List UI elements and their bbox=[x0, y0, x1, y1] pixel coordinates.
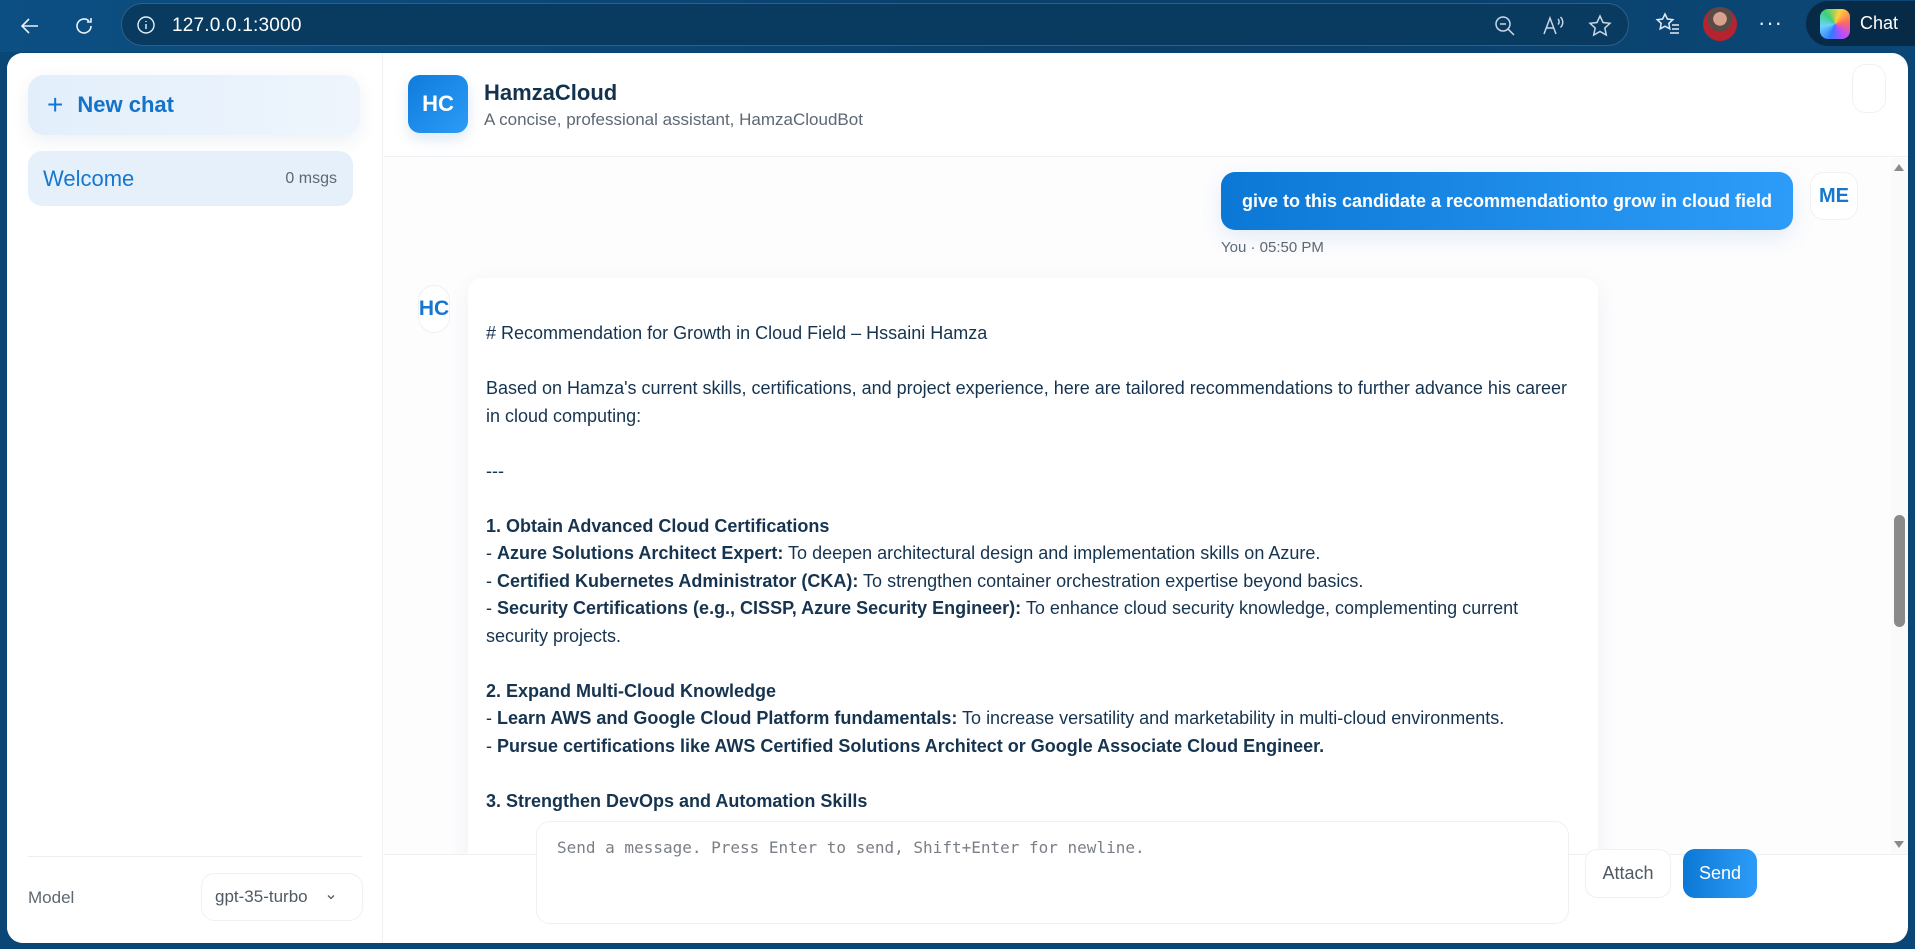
user-avatar: ME bbox=[1810, 172, 1858, 220]
back-button[interactable] bbox=[12, 8, 48, 44]
zoom-out-icon[interactable] bbox=[1492, 13, 1518, 39]
response-heading: # Recommendation for Growth in Cloud Field – Hssaini Hamza bbox=[486, 323, 988, 343]
model-select-value: gpt-35-turbo bbox=[215, 887, 308, 906]
section-2-item-2: - Pursue certifications like AWS Certified Solutions Architect or Google Associate Cloud Engineer. bbox=[486, 735, 1325, 756]
chat-title: Welcome bbox=[43, 165, 135, 191]
copilot-chat-button[interactable] bbox=[1806, 1, 1915, 46]
section-1-item-3: - Security Certifications (e.g., CISSP, Azure Security Engineer): To enhance cloud security knowledge, complementing current security projects. bbox=[486, 598, 1519, 646]
refresh-icon bbox=[72, 14, 96, 38]
profile-avatar[interactable] bbox=[1703, 7, 1737, 41]
refresh-button[interactable] bbox=[66, 8, 102, 44]
bot-name: HamzaCloud bbox=[484, 80, 618, 105]
bot-message-card bbox=[468, 278, 1598, 854]
model-label: Model bbox=[28, 888, 75, 907]
section-1-item-1: - Azure Solutions Architect Expert: To deepen architectural design and implementation skills on Azure. bbox=[486, 543, 1321, 563]
site-info-icon[interactable] bbox=[136, 15, 156, 35]
section-2-title: 2. Expand Multi-Cloud Knowledge bbox=[486, 680, 776, 701]
model-select[interactable] bbox=[201, 873, 363, 921]
browser-toolbar bbox=[0, 0, 1915, 52]
sidebar-divider bbox=[28, 856, 362, 857]
response-intro: Based on Hamza's current skills, certifications, and project experience, here are tailored recommendations to further advance his career in cloud computing: bbox=[486, 378, 1567, 426]
bot-description: A concise, professional assistant, HamzaCloudBot bbox=[484, 110, 863, 129]
read-aloud-icon[interactable] bbox=[1540, 13, 1566, 39]
chat-header bbox=[384, 53, 1908, 157]
favorites-list-icon bbox=[1655, 11, 1681, 37]
send-button[interactable]: Send bbox=[1683, 849, 1757, 898]
scroll-up-arrow-icon[interactable] bbox=[1894, 164, 1904, 171]
message-input-box[interactable] bbox=[536, 821, 1569, 924]
message-scrollbar[interactable] bbox=[1891, 158, 1908, 854]
bot-avatar: HC bbox=[408, 75, 468, 133]
message-input[interactable] bbox=[537, 822, 1568, 923]
bot-message-avatar: HC bbox=[418, 285, 450, 333]
chat-app bbox=[7, 53, 1908, 943]
section-3-title: 3. Strengthen DevOps and Automation Skills bbox=[486, 790, 868, 811]
plus-icon: + bbox=[47, 89, 64, 120]
new-chat-button[interactable] bbox=[28, 75, 360, 135]
scroll-down-arrow-icon[interactable] bbox=[1894, 841, 1904, 848]
more-menu-button[interactable]: ··· bbox=[1758, 10, 1783, 35]
chat-message-count: 0 msgs bbox=[285, 169, 337, 187]
response-rule: --- bbox=[486, 460, 504, 481]
back-arrow-icon bbox=[18, 14, 42, 38]
favorites-button[interactable] bbox=[1653, 9, 1683, 39]
address-bar[interactable] bbox=[121, 3, 1629, 46]
section-1-item-2: - Certified Kubernetes Administrator (CKA): To strengthen container orchestration expertise beyond basics. bbox=[486, 570, 1364, 591]
message-list bbox=[384, 158, 1908, 854]
user-message-bubble: give to this candidate a recommendationto grow in cloud field bbox=[1221, 172, 1793, 230]
user-message-meta: You · 05:50 PM bbox=[1221, 239, 1324, 256]
favorite-star-icon[interactable] bbox=[1587, 13, 1613, 39]
chat-list-item-welcome[interactable] bbox=[28, 151, 353, 206]
chevron-down-icon bbox=[326, 892, 336, 902]
copilot-chat-label: Chat bbox=[1860, 13, 1899, 33]
section-1-title: 1. Obtain Advanced Cloud Certifications bbox=[486, 515, 830, 536]
url-text: 127.0.0.1:3000 bbox=[172, 15, 302, 36]
attach-button[interactable]: Attach bbox=[1585, 849, 1671, 898]
section-2-item-1: - Learn AWS and Google Cloud Platform fundamentals: To increase versatility and marketability in multi-cloud environments. bbox=[486, 708, 1505, 728]
copilot-logo-icon bbox=[1820, 9, 1850, 39]
header-action-button[interactable] bbox=[1852, 64, 1886, 113]
scrollbar-thumb[interactable] bbox=[1894, 515, 1905, 627]
sidebar bbox=[7, 53, 383, 943]
new-chat-label: New chat bbox=[77, 92, 174, 117]
